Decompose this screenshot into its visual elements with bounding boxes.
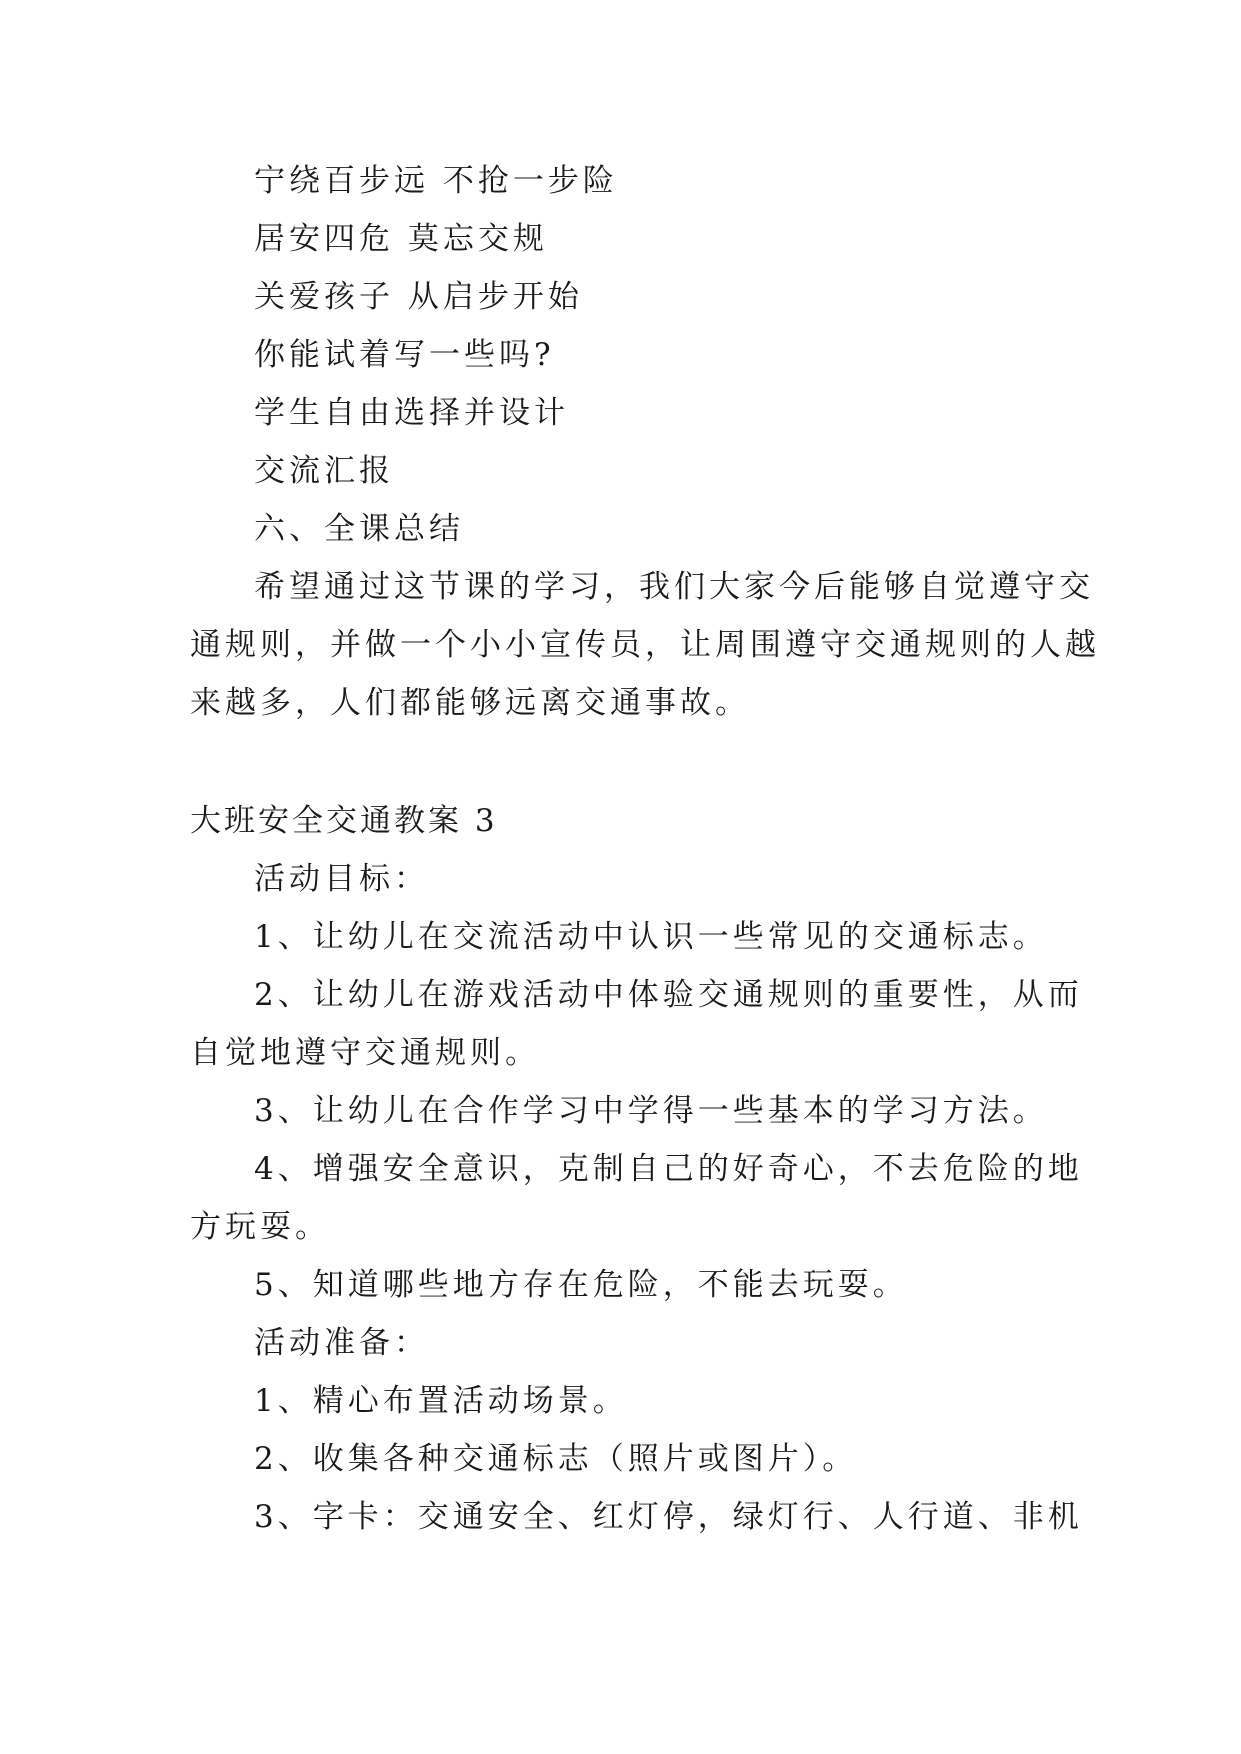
text-line: 2、让幼儿在游戏活动中体验交通规则的重要性，从而 xyxy=(254,977,1083,1013)
text-line: 活动准备： xyxy=(254,1325,429,1361)
lesson-plan-block xyxy=(190,792,1083,1546)
summary-line: 希望通过这节课的学习，我们大家今后能够自觉遵守交 xyxy=(254,569,1094,605)
text-line: 3、让幼儿在合作学习中学得一些基本的学习方法。 xyxy=(254,1093,1048,1129)
text-line: 学生自由选择并设计 xyxy=(254,395,569,431)
text-line: 方玩耍。 xyxy=(190,1209,330,1245)
lesson-plan-title: 大班安全交通教案 3 xyxy=(190,803,498,839)
slogan-line: 宁绕百步远 不抢一步险 xyxy=(254,163,618,199)
slogan-line: 居安四危 莫忘交规 xyxy=(254,221,548,257)
summary-line: 通规则，并做一个小小宣传员，让周围遵守交通规则的人越 xyxy=(190,627,1100,663)
text-line: 1、让幼儿在交流活动中认识一些常见的交通标志。 xyxy=(254,919,1048,955)
slogan-line: 关爱孩子 从启步开始 xyxy=(254,279,583,315)
slogan-block xyxy=(190,152,1100,732)
section-heading: 六、全课总结 xyxy=(254,511,464,547)
text-line: 你能试着写一些吗? xyxy=(254,337,555,373)
summary-line: 来越多，人们都能够远离交通事故。 xyxy=(190,685,750,721)
text-line: 4、增强安全意识，克制自己的好奇心，不去危险的地 xyxy=(254,1151,1083,1187)
text-line: 交流汇报 xyxy=(254,453,394,489)
text-line: 5、知道哪些地方存在危险，不能去玩耍。 xyxy=(254,1267,908,1303)
text-line: 3、字卡：交通安全、红灯停，绿灯行、人行道、非机 xyxy=(254,1499,1083,1535)
text-line: 1、精心布置活动场景。 xyxy=(254,1383,628,1419)
text-line: 活动目标： xyxy=(254,861,429,897)
text-line: 自觉地遵守交通规则。 xyxy=(190,1035,540,1071)
text-line: 2、收集各种交通标志（照片或图片）。 xyxy=(254,1441,858,1477)
